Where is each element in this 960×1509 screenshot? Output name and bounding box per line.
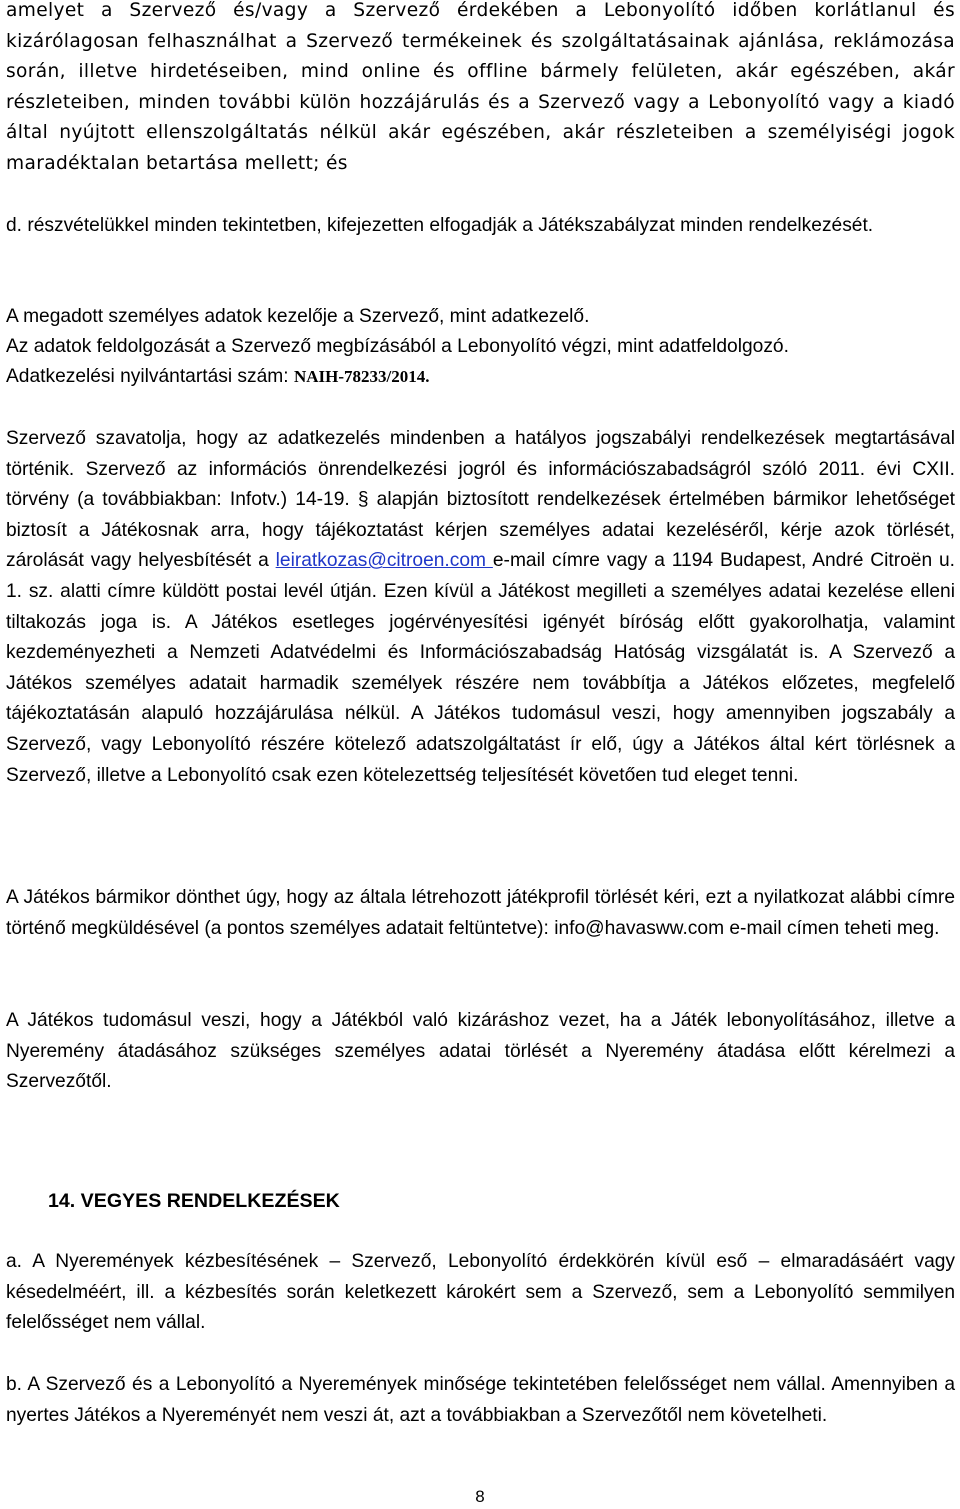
- paragraph-processor: Az adatok feldolgozását a Szervező megbízásából a Lebonyolító végzi, mint adatfeldolgozó.: [6, 336, 789, 357]
- paragraph-intro: amelyet a Szervező és/vagy a Szervező érdekében a Lebonyolító időben korlátlanul és kizárólagosan felhasználhat a Szervező termékeinek és szolgáltatásainak ajánlása, reklámozása során, illetve hirdetéseiben, mind online és offline bármely felületen, akár egészében, akár részleteiben, minden további külön hozzájárulás és a Szervező vagy a Lebonyolító vagy a kiadó által nyújtott ellenszolgáltatás nélkül akár egészében, akár részleteiben a személyiségi jogok maradéktalan betartása mellett; és: [6, 0, 955, 174]
- registry-number: NAIH-78233/2014.: [293, 367, 430, 386]
- section-item-b: b. A Szervező és a Lebonyolító a Nyeremények minősége tekintetében felelősséget nem vállal. Amennyiben a nyertes Játékos a Nyereményét nem veszi át, azt a továbbiakban a Szervezőtől nem követelheti.: [6, 1374, 955, 1426]
- paragraph-privacy: [6, 424, 955, 791]
- registry-label: Adatkezelési nyilvántartási szám:: [6, 366, 294, 387]
- email-link[interactable]: leiratkozas@citroen.com: [275, 550, 493, 572]
- privacy-text-end: e-mail címre vagy a 1194 Budapest, André Citroën u. 1. sz. alatti címre küldött postai levél útján. Ezen kívül a Játékost megilleti a személyes adatai kezelése elleni tiltakozás joga is. A Játékos esetleges jogérvényesítési igényét bíróság előtt gyakorolhatja, valamint kezdeményezheti a Nemzeti Adatvédelmi és Információszabadság Hatóság vizsgálatát is. A Szervező a Játékos személyes adatait harmadik személyek részére nem továbbítja a Játékos előzetes, megfelelő tájékoztatásán alapuló hozzájárulása nélkül. A Játékos tudomásul veszi, hogy amennyiben jogszabály a Szervező, vagy Lebonyolító részére kötelező adatszolgáltatást ír elő, úgy a Játékos által kért törlésnek a Szervező, illetve a Lebonyolító csak ezen kötelezettség teljesítését követően tud eleget tenni.: [6, 550, 955, 786]
- section-item-a: a. A Nyeremények kézbesítésének – Szervező, Lebonyolító érdekkörén kívül eső – elmaradásáért vagy késedelméért, ill. a kézbesítés során keletkezett károkért sem a Szervező, sem a Lebonyolító semmilyen felelősséget nem vállal.: [6, 1251, 955, 1334]
- registry-line: [6, 362, 955, 393]
- paragraph-controller: A megadott személyes adatok kezelője a Szervező, mint adatkezelő.: [6, 306, 590, 327]
- privacy-text-start: Szervező szavatolja, hogy az adatkezelés mindenben a hatályos jogszabályi rendelkezések megtartásával történik. Szervező az információs önrendelkezési jogról és információszabadságról szóló 2011. évi CXII. törvény (a továbbiakban: Infotv.) 14-19. § alapján biztosított rendelkezések értelmében bármikor lehetőséget biztosít a Játékosnak arra, hogy tájékoztatást kérjen személyes adatai kezeléséről, kérje azok törlését, zárolását vagy helyesbítését a: [6, 428, 955, 572]
- section-heading: 14. VEGYES RENDELKEZÉSEK: [48, 1190, 340, 1212]
- page-number: 8: [475, 1487, 485, 1506]
- paragraph-exclusion: A Játékos tudomásul veszi, hogy a Játékból való kizáráshoz vezet, ha a Játék lebonyolításához, illetve a Nyeremény átadásához szükséges személyes adatai törlését a Nyeremény átadása előtt kérelmezi a Szervezőtől.: [6, 1010, 955, 1093]
- paragraph-item-d: d. részvételükkel minden tekintetben, kifejezetten elfogadják a Játékszabályzat minden rendelkezését.: [6, 215, 874, 236]
- paragraph-profile-deletion: A Játékos bármikor dönthet úgy, hogy az általa létrehozott játékprofil törlését kéri, ezt a nyilatkozat alábbi címre történő megküldésével (a pontos személyes adatait feltüntetve): info@havasww.com e-mail címen teheti meg.: [6, 887, 955, 939]
